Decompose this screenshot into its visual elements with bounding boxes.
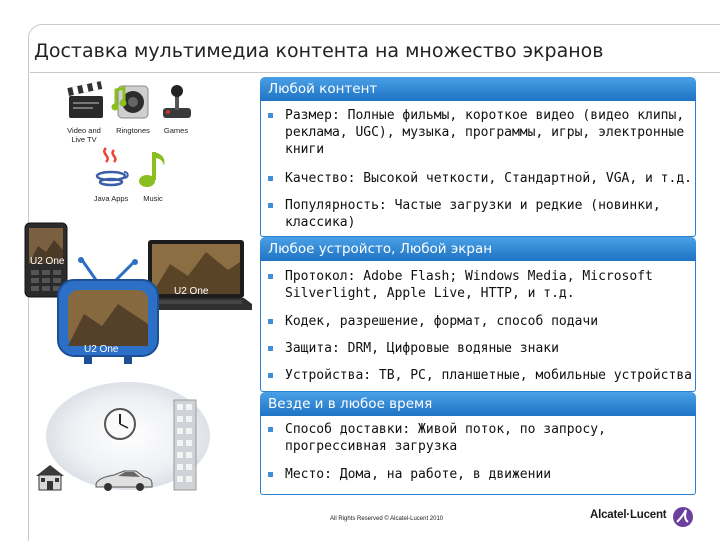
bullet-marker <box>268 274 273 279</box>
bullet-protocol: Протокол: Adobe Flash; Windows Media, Microsoft Silverlight, Apple Live, HTTP, и т.д. <box>268 268 696 302</box>
icon-label-games: Games <box>163 126 189 135</box>
bullet-marker <box>268 427 273 432</box>
bullet-devices: Устройства: ТВ, PC, планшетные, мобильные устройства <box>268 367 696 384</box>
alcatel-lucent-logo-icon <box>672 506 694 528</box>
section-header-anywhere: Везде и в любое время <box>260 392 696 416</box>
bullet-marker <box>268 176 273 181</box>
bullet-marker <box>268 319 273 324</box>
bullet-popularity: Популярность: Частые загрузки и редкие (новинки, классика) <box>268 197 696 231</box>
joystick-icon <box>160 82 194 122</box>
office-building-icon <box>172 396 200 492</box>
phone-screen-label: U2 One <box>30 256 65 267</box>
bullet-location: Место: Дома, на работе, в движении <box>268 466 696 483</box>
clapperboard-icon <box>66 82 106 122</box>
bullet-marker <box>268 203 273 208</box>
icon-label-video: Video and Live TV <box>67 126 101 144</box>
bullet-protection: Защита: DRM, Цифровые водяные знаки <box>268 340 696 357</box>
bullet-marker <box>268 346 273 351</box>
bullet-quality: Качество: Высокой четкости, Стандартной, VGA, и т.д. <box>268 170 696 187</box>
bullet-marker <box>268 373 273 378</box>
house-icon <box>34 462 66 492</box>
java-coffee-icon <box>92 146 130 188</box>
bullet-marker <box>268 113 273 118</box>
laptop-screen-label: U2 One <box>174 286 209 297</box>
icon-label-ringtones: Ringtones <box>116 126 150 135</box>
bullet-codec: Кодек, разрешение, формат, способ подачи <box>268 313 696 330</box>
section-header-any-device: Любое устройсто, Любой экран <box>260 237 696 261</box>
speaker-music-icon <box>112 82 152 122</box>
section-header-any-content: Любой контент <box>260 77 696 101</box>
tv-screen-label: U2 One <box>84 344 119 355</box>
slide-title: Доставка мультимедиа контента на множество экранов <box>34 40 604 62</box>
icon-label-music: Music <box>143 194 163 203</box>
car-icon <box>94 468 154 492</box>
copyright-text: All Rights Reserved © Alcatel-Lucent 2010 <box>330 516 444 522</box>
brand-name: Alcatel·Lucent <box>590 509 667 521</box>
bullet-marker <box>268 472 273 477</box>
icon-label-java: Java Apps <box>93 194 129 203</box>
music-note-icon <box>136 146 170 190</box>
bullet-delivery: Способ доставки: Живой поток, по запросу, прогрессивная загрузка <box>268 421 696 455</box>
title-divider <box>30 72 720 73</box>
bullet-size: Размер: Полные фильмы, короткое видео (видео клипы, реклама, UGC), музыка, программы, игры, электронные книги <box>268 107 696 158</box>
